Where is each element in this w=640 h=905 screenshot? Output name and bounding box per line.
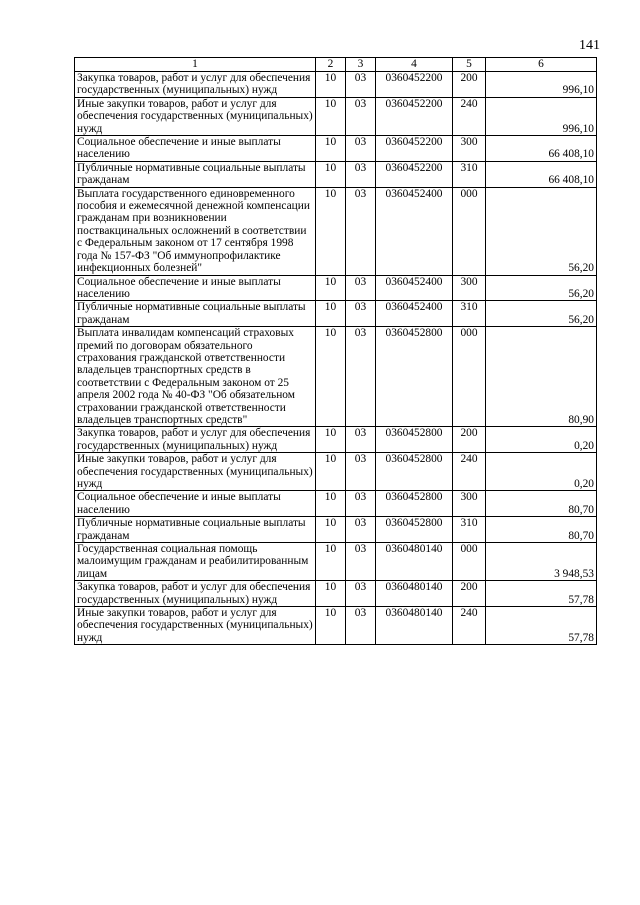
section-cell: 10 (316, 453, 346, 491)
table-header-row (75, 58, 597, 72)
target-article-cell: 0360452800 (376, 517, 453, 543)
expense-type-cell: 200 (453, 581, 486, 607)
subsection-cell: 03 (346, 97, 376, 135)
section-cell: 10 (316, 581, 346, 607)
subsection-cell: 03 (346, 517, 376, 543)
expense-type-cell: 300 (453, 136, 486, 162)
target-article-cell: 0360480140 (376, 581, 453, 607)
target-article-cell: 0360452200 (376, 97, 453, 135)
subsection-cell: 03 (346, 161, 376, 187)
header-cell: 3 (346, 58, 376, 72)
subsection-cell: 03 (346, 187, 376, 275)
target-article-cell: 0360452200 (376, 161, 453, 187)
expense-type-cell: 000 (453, 543, 486, 581)
header-cell: 4 (376, 58, 453, 72)
amount-cell: 80,70 (486, 491, 597, 517)
amount-cell: 996,10 (486, 72, 597, 98)
amount-cell: 66 408,10 (486, 136, 597, 162)
section-cell: 10 (316, 517, 346, 543)
subsection-cell: 03 (346, 543, 376, 581)
target-article-cell: 0360452400 (376, 187, 453, 275)
expense-type-cell: 310 (453, 301, 486, 327)
amount-cell: 996,10 (486, 97, 597, 135)
expense-type-cell: 240 (453, 97, 486, 135)
expense-type-cell: 240 (453, 453, 486, 491)
amount-cell: 0,20 (486, 427, 597, 453)
row-name-cell: Иные закупки товаров, работ и услуг для обеспечения государственных (муниципальных) нужд (75, 607, 316, 645)
row-name-cell: Публичные нормативные социальные выплаты гражданам (75, 161, 316, 187)
section-cell: 10 (316, 427, 346, 453)
subsection-cell: 03 (346, 427, 376, 453)
expense-type-cell: 300 (453, 275, 486, 301)
target-article-cell: 0360452400 (376, 275, 453, 301)
table-row (75, 517, 597, 543)
table-row (75, 301, 597, 327)
target-article-cell: 0360480140 (376, 543, 453, 581)
table-row (75, 275, 597, 301)
amount-cell: 66 408,10 (486, 161, 597, 187)
section-cell: 10 (316, 327, 346, 427)
table-row (75, 543, 597, 581)
budget-table (74, 57, 597, 645)
expense-type-cell: 000 (453, 327, 486, 427)
target-article-cell: 0360452200 (376, 136, 453, 162)
amount-cell: 56,20 (486, 187, 597, 275)
table-row (75, 136, 597, 162)
amount-cell: 56,20 (486, 301, 597, 327)
section-cell: 10 (316, 187, 346, 275)
expense-type-cell: 300 (453, 491, 486, 517)
subsection-cell: 03 (346, 607, 376, 645)
page-number: 141 (579, 38, 600, 53)
row-name-cell: Закупка товаров, работ и услуг для обеспечения государственных (муниципальных) нужд (75, 72, 316, 98)
expense-type-cell: 200 (453, 72, 486, 98)
header-cell: 5 (453, 58, 486, 72)
amount-cell: 80,70 (486, 517, 597, 543)
expense-type-cell: 310 (453, 161, 486, 187)
table-row (75, 427, 597, 453)
subsection-cell: 03 (346, 491, 376, 517)
amount-cell: 0,20 (486, 453, 597, 491)
section-cell: 10 (316, 136, 346, 162)
amount-cell: 57,78 (486, 607, 597, 645)
expense-type-cell: 000 (453, 187, 486, 275)
subsection-cell: 03 (346, 301, 376, 327)
table-row (75, 97, 597, 135)
table-row (75, 491, 597, 517)
subsection-cell: 03 (346, 453, 376, 491)
target-article-cell: 0360452800 (376, 453, 453, 491)
amount-cell: 56,20 (486, 275, 597, 301)
section-cell: 10 (316, 97, 346, 135)
row-name-cell: Закупка товаров, работ и услуг для обеспечения государственных (муниципальных) нужд (75, 581, 316, 607)
table-row (75, 453, 597, 491)
section-cell: 10 (316, 275, 346, 301)
row-name-cell: Выплата государственного единовременного пособия и ежемесячной денежной компенсации гражданам при возникновении поствакцинальных осложнений в соответствии с Федеральным законом от 17 сентября 1998 года № 157-ФЗ "Об иммунопрофилактике инфекционных болезней" (75, 187, 316, 275)
row-name-cell: Закупка товаров, работ и услуг для обеспечения государственных (муниципальных) нужд (75, 427, 316, 453)
section-cell: 10 (316, 543, 346, 581)
target-article-cell: 0360452800 (376, 427, 453, 453)
target-article-cell: 0360480140 (376, 607, 453, 645)
expense-type-cell: 240 (453, 607, 486, 645)
subsection-cell: 03 (346, 136, 376, 162)
row-name-cell: Государственная социальная помощь малоимущим гражданам и реабилитированным лицам (75, 543, 316, 581)
expense-type-cell: 200 (453, 427, 486, 453)
table-row (75, 581, 597, 607)
row-name-cell: Социальное обеспечение и иные выплаты населению (75, 275, 316, 301)
row-name-cell: Иные закупки товаров, работ и услуг для обеспечения государственных (муниципальных) нужд (75, 97, 316, 135)
section-cell: 10 (316, 161, 346, 187)
table-row (75, 187, 597, 275)
subsection-cell: 03 (346, 275, 376, 301)
header-cell: 1 (75, 58, 316, 72)
header-cell: 6 (486, 58, 597, 72)
subsection-cell: 03 (346, 327, 376, 427)
target-article-cell: 0360452200 (376, 72, 453, 98)
target-article-cell: 0360452800 (376, 491, 453, 517)
amount-cell: 80,90 (486, 327, 597, 427)
target-article-cell: 0360452800 (376, 327, 453, 427)
row-name-cell: Публичные нормативные социальные выплаты гражданам (75, 301, 316, 327)
table-row (75, 72, 597, 98)
row-name-cell: Социальное обеспечение и иные выплаты населению (75, 491, 316, 517)
row-name-cell: Иные закупки товаров, работ и услуг для обеспечения государственных (муниципальных) нужд (75, 453, 316, 491)
expense-type-cell: 310 (453, 517, 486, 543)
header-cell: 2 (316, 58, 346, 72)
section-cell: 10 (316, 491, 346, 517)
row-name-cell: Выплата инвалидам компенсаций страховых премий по договорам обязательного страхования гражданской ответственности владельцев транспортных средств в соответствии с Федеральным законом от 25 апреля 2002 года № 40-ФЗ "Об обязательном страховании гражданской ответственности владельцев транспортных средств" (75, 327, 316, 427)
section-cell: 10 (316, 301, 346, 327)
table-row (75, 327, 597, 427)
amount-cell: 57,78 (486, 581, 597, 607)
amount-cell: 3 948,53 (486, 543, 597, 581)
subsection-cell: 03 (346, 581, 376, 607)
section-cell: 10 (316, 607, 346, 645)
target-article-cell: 0360452400 (376, 301, 453, 327)
subsection-cell: 03 (346, 72, 376, 98)
table-row (75, 607, 597, 645)
section-cell: 10 (316, 72, 346, 98)
row-name-cell: Социальное обеспечение и иные выплаты населению (75, 136, 316, 162)
table-row (75, 161, 597, 187)
row-name-cell: Публичные нормативные социальные выплаты гражданам (75, 517, 316, 543)
